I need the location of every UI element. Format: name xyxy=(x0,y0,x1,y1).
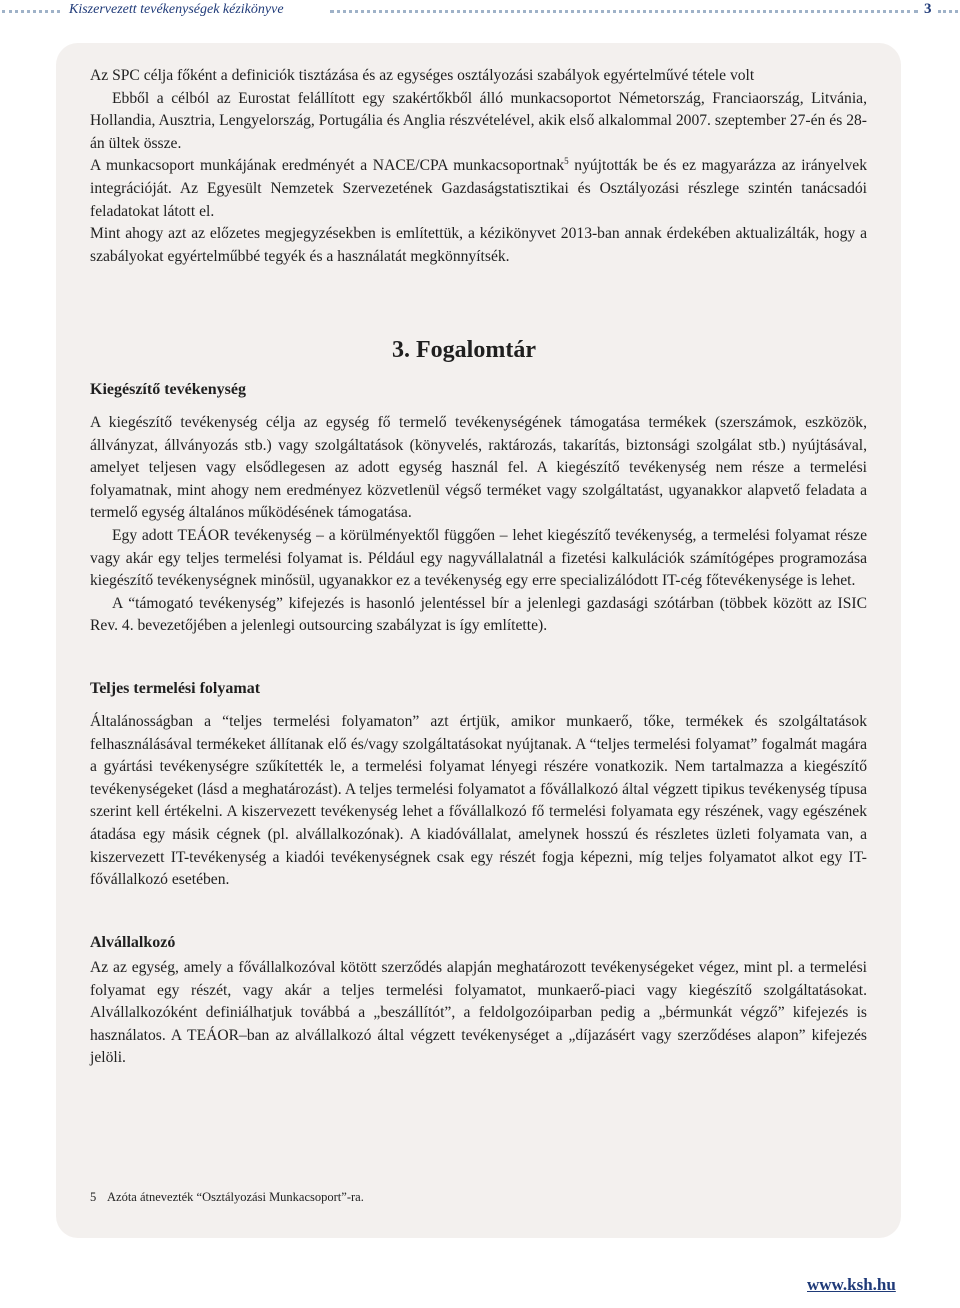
intro-p3-end: nyújtották be és ez magyarázza az irányelvek integrációját. Az Egyesült Nemzetek Szervezetének Gazdaságstatisztikai és Osztályozási részlege szintén tanácsadói feladatokat látott el. xyxy=(90,157,868,220)
footnote xyxy=(90,1190,364,1205)
kiegeszito-paragraph-2: Egy adott TEÁOR tevékenység – a körülményektől függően – lehet kiegészítő tevékenység, a termelési folyamat része vagy akár egy teljes termelési folyamat is. Például egy nagyvállalatnál a fizetési kalkulációk számítógépes programozása kiegészítő tevékenységnek minősül, ugyanakkor ez a tevékenység egy erre specializálódott IT-cég főtevékenysége is lehet. xyxy=(90,526,867,590)
header-dotted-rule-right xyxy=(938,10,958,13)
page-number: 3 xyxy=(924,1,932,17)
alvallalkozo-paragraph-1: Az az egység, amely a fővállalkozóval kötött szerződés alapján meghatározott tevékenységeket végez, mint pl. a termelési folyamat egy részét, vagy akár a teljes termelési folyamatot, munkaerő-piaci vagy kiegészítő szolgáltatásokat. Alvállalkozóként definiálhatjuk továbbá a „beszállítót”, a feldolgozóiparban pedig a „bérmunkát végző” kifejezés is használatos. A TEÁOR–ban az alvállalkozó által végzett tevékenységet a „díjazásért vagy szerződéses alapon” kifejezés jelöli. xyxy=(90,959,867,1067)
header-dotted-rule-left xyxy=(2,10,60,13)
header-dotted-rule xyxy=(330,10,918,13)
teljes-paragraph-1: Általánosságban a “teljes termelési folyamaton” azt értjük, amikor munkaerő, tőke, termékek és szolgáltatások felhasználásával termékeket állítanak elő és/vagy szolgáltatásokat nyújtanak. A “teljes termelési folyamat” fogalmát magára a gyártási tevékenységre szűkítették le, a termelési folyamat lényegi részére vonatkozik. Nem tartalmazza a kiegészítő tevékenységeket (lásd a meghatározást). A teljes termelési folyamatot a fővállalkozó által végzett tipikus tevékenység típusa szerint kell értékelni. A kiszervezett tevékenység lehet a fővállalkozó fő termelési folyamata egy részének, vagy egészének átadása egy másik cégnek (pl. alvállalkozónak). A kiadóvállalat, amelynek hosszú és részletes üzleti folyamata van, a kiszervezett IT-tevékenység a kiadói tevékenységnek csak egy részét fogja képezni, míg teljes folyamatot alkot egy IT-fővállalkozó esetében. xyxy=(90,713,867,889)
teljes-block xyxy=(90,711,867,892)
intro-paragraph-4: Mint ahogy azt az előzetes megjegyzésekben is említettük, a kézikönyvet 2013-ban annak érdekében aktualizálták, hogy a szabályokat egyértelműbbé tegyék és a használatát megkönnyítsék. xyxy=(90,225,867,265)
kiegeszito-paragraph-3: A “támogató tevékenység” kifejezés is hasonló jelentéssel bír a jelenlegi gazdasági szótárban (többek között az ISIC Rev. 4. bevezetőjében a jelenlegi outsourcing szabályzat is így említette). xyxy=(90,594,867,635)
footnote-text: Azóta átnevezték “Osztályozási Munkacsoport”-ra. xyxy=(107,1190,364,1204)
footer-link[interactable]: www.ksh.hu xyxy=(807,1275,896,1294)
intro-block xyxy=(90,65,867,268)
intro-paragraph-2: Ebből a célból az Eurostat felállított egy szakértőkből álló munkacsoportot Németország, Franciaország, Litvánia, Hollandia, Ausztria, Lengyelország, Portugália és Anglia részvételével, akik első alkalommal 2007. szeptember 27-én és 28-án ültek össze. xyxy=(90,89,867,152)
heading-teljes: Teljes termelési folyamat xyxy=(90,680,261,697)
kiegeszito-block xyxy=(90,412,867,638)
intro-paragraph-1: Az SPC célja főként a definiciók tisztázása és az egységes osztályozási szabályok egyértelművé tétele volt xyxy=(90,67,755,84)
footnote-ref: 5 xyxy=(564,156,569,167)
intro-p3-start: A munkacsoport munkájának eredményét a NACE/CPA munkacsoportnak xyxy=(90,157,565,175)
alvallalkozo-block xyxy=(90,957,867,1070)
kiegeszito-paragraph-1: A kiegészítő tevékenység célja az egység fő termelő tevékenységének támogatása termékek (szerszámok, eszközök, állványzat, állványozás stb.) vagy szolgáltatások (könyvelés, raktározás, takarítás, biztonsági szolgálat stb.) nyújtásával, amelyet teljesen vagy elsődlegesen az adott egység használ fel. A kiegészítő tevékenység nem része a termelési folyamatnak, mint ahogy nem eredményez közvetlenül végső terméket vagy szolgáltatást, ugyanakkor alapvető feladata a termelő egység általános működésének támogatása. xyxy=(90,414,867,522)
heading-alvallalkozo: Alvállalkozó xyxy=(90,934,176,951)
intro-paragraph-3 xyxy=(90,155,867,223)
footnote-number: 5 xyxy=(90,1190,97,1204)
section-title: 3. Fogalomtár xyxy=(392,337,536,363)
heading-kiegeszito: Kiegészítő tevékenység xyxy=(90,381,246,398)
running-header xyxy=(0,0,960,22)
header-title: Kiszervezett tevékenységek kézikönyve xyxy=(69,2,284,17)
